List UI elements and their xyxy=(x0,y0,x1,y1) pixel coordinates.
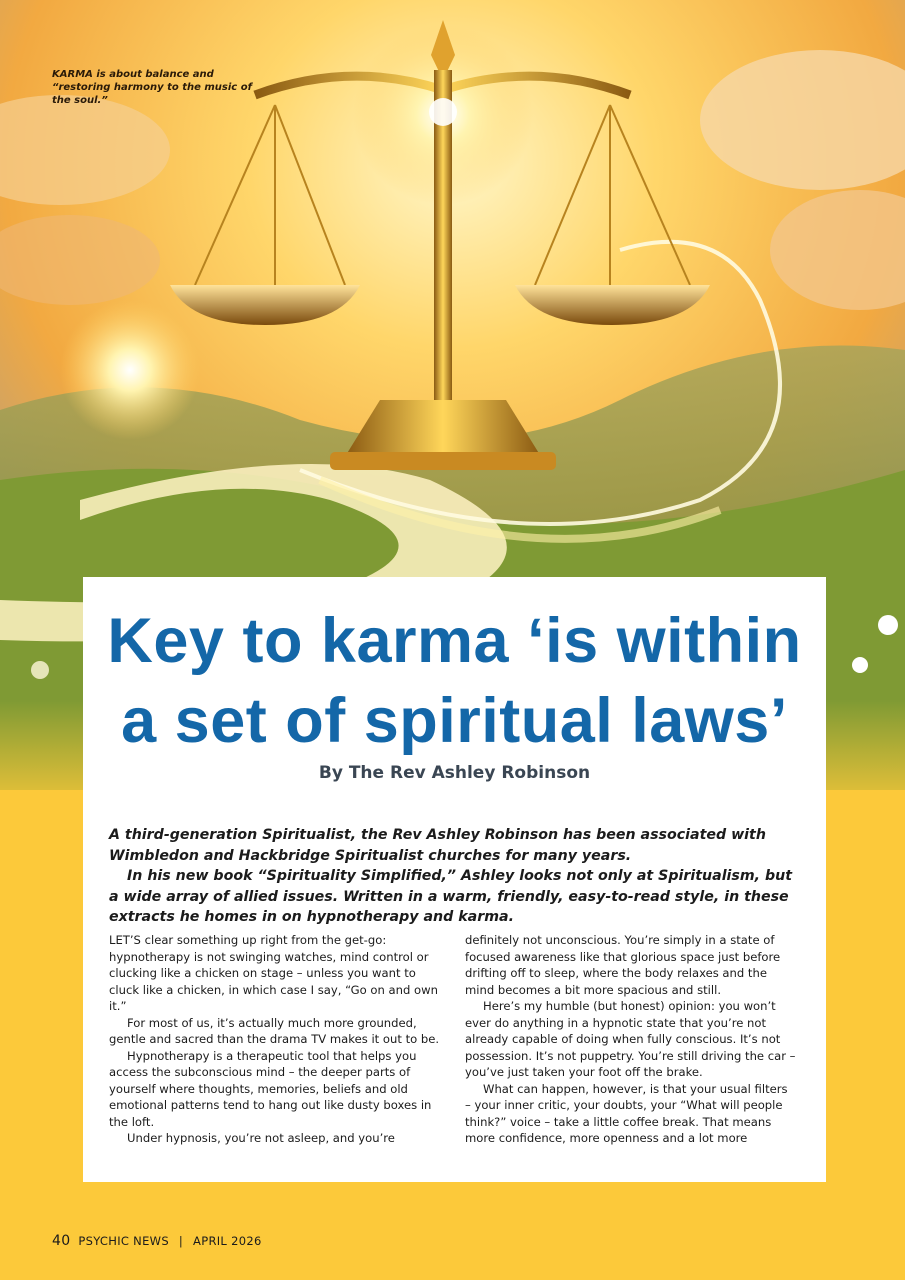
body-column-1 xyxy=(109,932,440,1147)
page-footer xyxy=(52,1233,262,1249)
body-paragraph: Under hypnosis, you’re not asleep, and you’re xyxy=(127,1131,395,1145)
footer-separator: | xyxy=(178,1234,184,1248)
headline xyxy=(83,601,826,761)
body-paragraph: What can happen, however, is that your usual filters – your inner critic, your doubts, your “What will people think?” voice – take a little coffee break. That means more confidence, more openness and a lot more xyxy=(465,1081,788,1145)
issue-date: APRIL 2026 xyxy=(193,1234,262,1248)
body-paragraph: For most of us, it’s actually much more grounded, gentle and sacred than the drama TV makes it out to be. xyxy=(109,1015,440,1046)
headline-line-1: Key to karma ‘is within xyxy=(107,606,802,676)
body-paragraph: definitely not unconscious. You’re simply in a state of focused awareness like that glorious space just before drifting off to sleep, where the body relaxes and the mind becomes a bit more spacious and still. xyxy=(465,933,781,997)
publication-name: PSYCHIC NEWS xyxy=(78,1234,169,1248)
body-column-2 xyxy=(465,932,796,1147)
standfirst-paragraph: A third-generation Spiritualist, the Rev Ashley Robinson has been associated with Wimbledon and Hackbridge Spiritualist churches for many years. xyxy=(109,827,766,864)
standfirst xyxy=(109,825,799,928)
page-number: 40 xyxy=(52,1233,71,1249)
image-caption: KARMA is about balance and “restoring harmony to the music of the soul.” xyxy=(52,69,252,106)
standfirst-paragraph: In his new book “Spirituality Simplified,” Ashley looks not only at Spiritualism, but a wide array of allied issues. Written in a warm, friendly, easy-to-read style, in these extracts he homes in on hypnotherapy and karma. xyxy=(109,868,793,925)
byline: By The Rev Ashley Robinson xyxy=(318,763,591,783)
headline-line-2: a set of spiritual laws’ xyxy=(121,686,788,756)
body-paragraph: Hypnotherapy is a therapeutic tool that helps you access the subconscious mind – the deeper parts of yourself where thoughts, memories, beliefs and old emotional patterns tend to hang out like dusty boxes in the loft. xyxy=(109,1048,432,1129)
body-paragraph: Here’s my humble (but honest) opinion: you won’t ever do anything in a hypnotic state that you’re not already capable of doing when fully conscious. It’s not possession. It’s not puppetry. You’re still driving the car – you’ve just taken your foot off the brake. xyxy=(465,999,796,1079)
body-paragraph: LET’S clear something up right from the get-go: hypnotherapy is not swinging watches, mind control or clucking like a chicken on stage – unless you want to cluck like a chicken, in which case I say, “Go on and own it.” xyxy=(109,933,438,1013)
